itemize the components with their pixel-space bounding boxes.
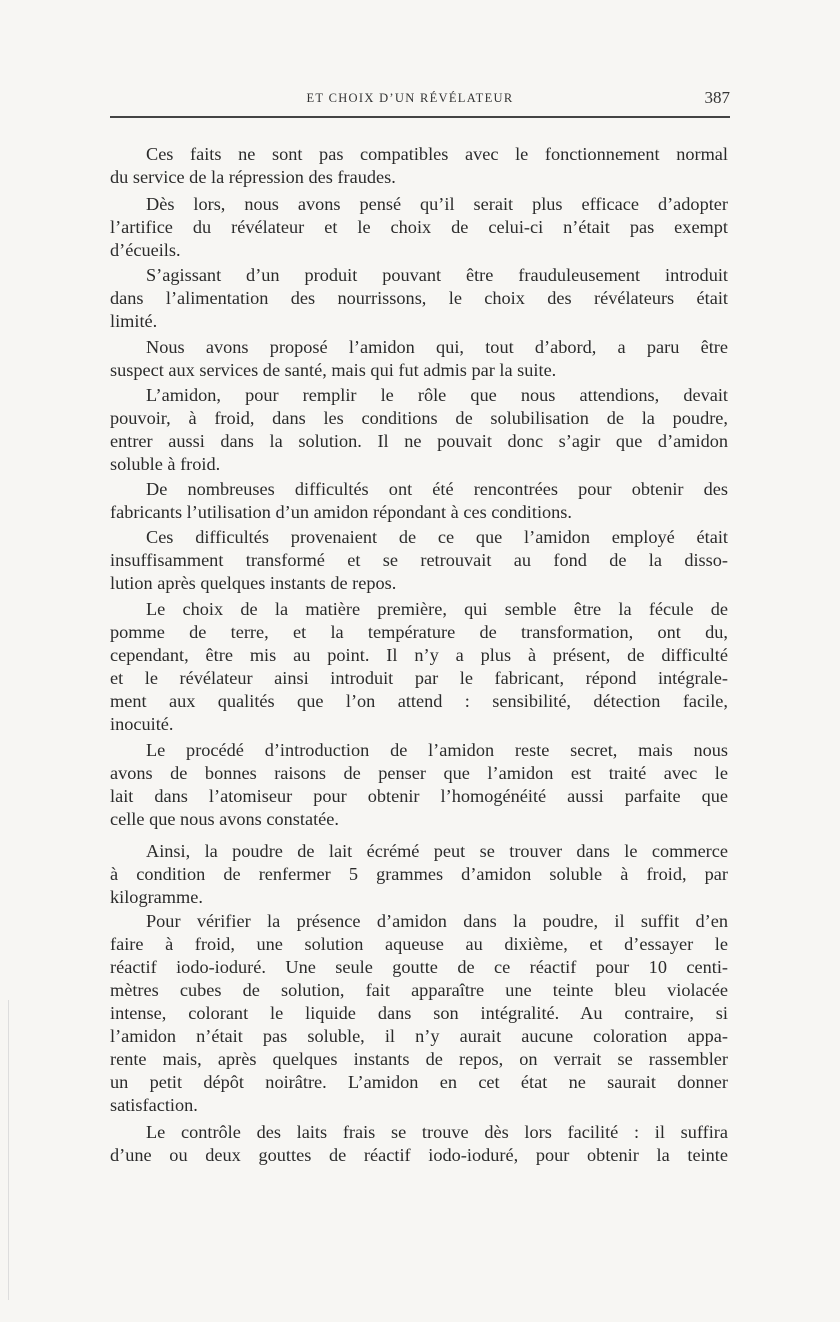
paragraph (110, 264, 728, 333)
text-line: l’amidon n’était pas soluble, il n’y aurait aucune coloration appa- (110, 1026, 728, 1046)
page-edge-left (8, 1000, 9, 1300)
text-line: S’agissant d’un produit pouvant être frauduleusement introduit (146, 265, 728, 285)
paragraph (110, 336, 728, 382)
text-line: Dès lors, nous avons pensé qu’il serait plus efficace d’adopter (146, 194, 728, 214)
text-line: du service de la répression des fraudes. (110, 167, 396, 187)
text-line: Nous avons proposé l’amidon qui, tout d’abord, a paru être (146, 337, 728, 357)
text-line: Le choix de la matière première, qui semble être la fécule de (146, 599, 728, 619)
paragraph (110, 143, 728, 189)
paragraph (110, 910, 728, 1117)
page-number: 387 (704, 88, 730, 107)
text-line: Ainsi, la poudre de lait écrémé peut se trouver dans le commerce (146, 841, 728, 861)
text-line: celle que nous avons constatée. (110, 809, 339, 829)
paragraph (110, 478, 728, 524)
text-line: un petit dépôt noirâtre. L’amidon en cet état ne saurait donner (110, 1072, 728, 1092)
text-line: faire à froid, une solution aqueuse au dixième, et d’essayer le (110, 934, 728, 954)
text-line: mètres cubes de solution, fait apparaître une teinte bleu violacée (110, 980, 728, 1000)
text-line: fabricants l’utilisation d’un amidon répondant à ces conditions. (110, 502, 572, 522)
text-line: Le contrôle des laits frais se trouve dès lors facilité : il suffira (146, 1122, 728, 1142)
text-line: soluble à froid. (110, 454, 221, 474)
text-line: De nombreuses difficultés ont été rencontrées pour obtenir des (146, 479, 728, 499)
text-line: Le procédé d’introduction de l’amidon reste secret, mais nous (146, 740, 728, 760)
text-line: l’artifice du révélateur et le choix de celui-ci n’était pas exempt (110, 217, 728, 237)
text-line: inocuité. (110, 714, 174, 734)
text-line: d’une ou deux gouttes de réactif iodo-ioduré, pour obtenir la teinte (110, 1145, 728, 1165)
paragraph (110, 1121, 728, 1167)
text-line: ment aux qualités que l’on attend : sensibilité, détection facile, (110, 691, 728, 711)
running-title: ET CHOIX D’UN RÉVÉLATEUR (306, 91, 514, 105)
text-line: rente mais, après quelques instants de repos, on verrait se rassembler (110, 1049, 728, 1069)
text-line: suspect aux services de santé, mais qui fut admis par la suite. (110, 360, 557, 380)
text-line: entrer aussi dans la solution. Il ne pouvait donc s’agir que d’amidon (110, 431, 728, 451)
paragraph (110, 840, 728, 909)
paragraph (110, 193, 728, 262)
paragraph (110, 598, 728, 736)
text-line: limité. (110, 311, 158, 331)
text-line: Ces faits ne sont pas compatibles avec le fonctionnement normal (146, 144, 728, 164)
text-line: Ces difficultés provenaient de ce que l’amidon employé était (146, 527, 728, 547)
text-line: L’amidon, pour remplir le rôle que nous attendions, devait (146, 385, 728, 405)
text-line: pomme de terre, et la température de transformation, ont du, (110, 622, 728, 642)
text-line: insuffisamment transformé et se retrouvait au fond de la disso- (110, 550, 728, 570)
text-line: réactif iodo-ioduré. Une seule goutte de ce réactif pour 10 centi- (110, 957, 728, 977)
header-rule (110, 116, 730, 118)
paragraph (110, 526, 728, 595)
text-line: d’écueils. (110, 240, 181, 260)
text-line: kilogramme. (110, 887, 203, 907)
text-line: lait dans l’atomiseur pour obtenir l’homogénéité aussi parfaite que (110, 786, 728, 806)
text-line: avons de bonnes raisons de penser que l’amidon est traité avec le (110, 763, 728, 783)
paragraph (110, 384, 728, 476)
paragraph (110, 739, 728, 831)
text-line: cependant, être mis au point. Il n’y a plus à présent, de difficulté (110, 645, 728, 665)
text-line: pouvoir, à froid, dans les conditions de solubilisation de la poudre, (110, 408, 728, 428)
text-line: satisfaction. (110, 1095, 198, 1115)
text-line: Pour vérifier la présence d’amidon dans la poudre, il suffit d’en (146, 911, 728, 931)
text-line: à condition de renfermer 5 grammes d’amidon soluble à froid, par (110, 864, 728, 884)
text-line: intense, colorant le liquide dans son intégralité. Au contraire, si (110, 1003, 728, 1023)
text-line: dans l’alimentation des nourrissons, le choix des révélateurs était (110, 288, 728, 308)
text-line: lution après quelques instants de repos. (110, 573, 397, 593)
text-line: et le révélateur ainsi introduit par le fabricant, répond intégrale- (110, 668, 728, 688)
